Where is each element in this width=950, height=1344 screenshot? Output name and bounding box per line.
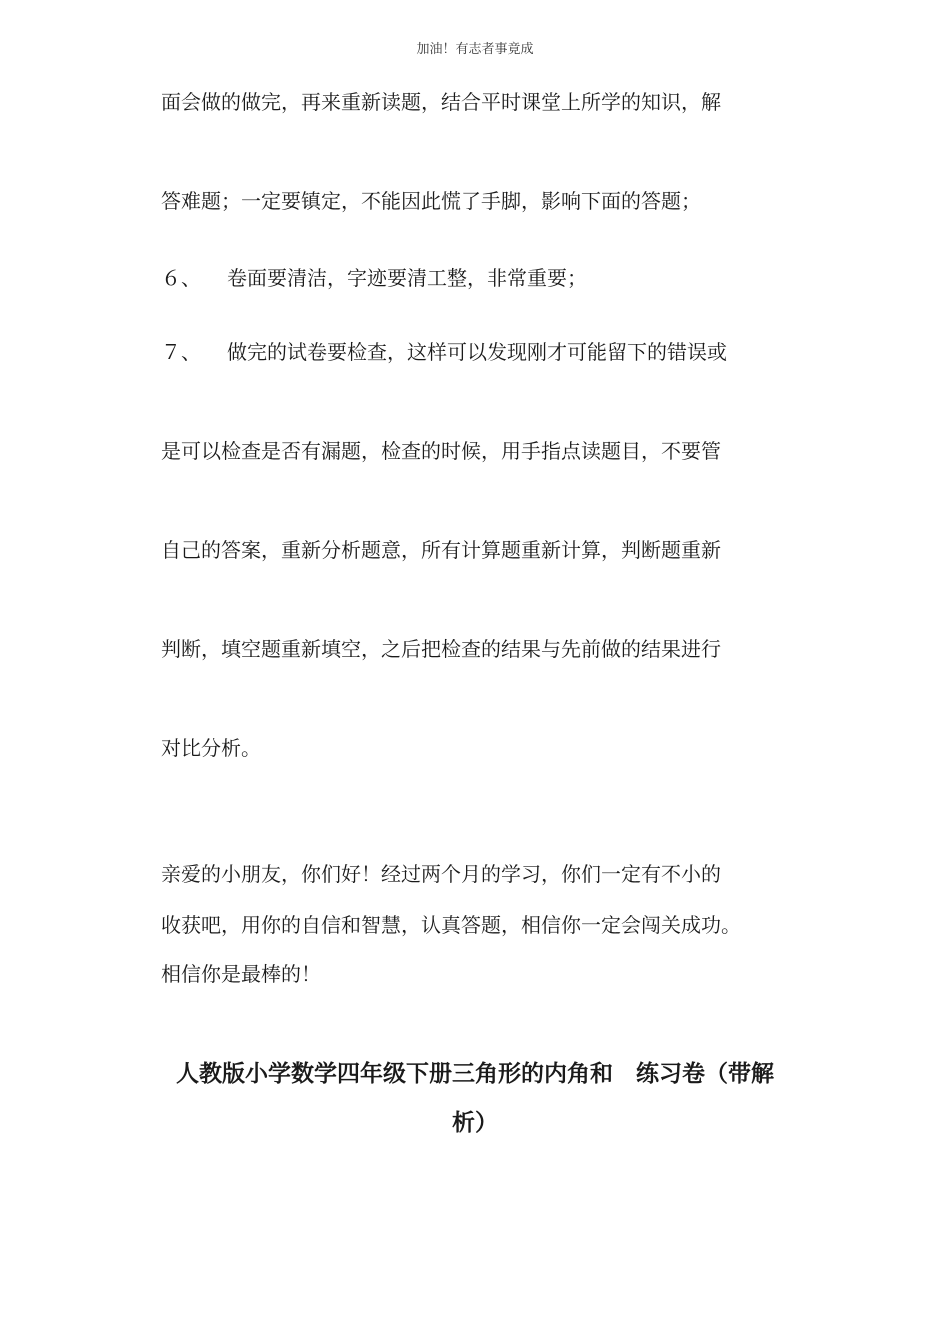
- intro-line: 相信你是最棒的！: [161, 962, 321, 986]
- document-title-line-2: 析）: [452, 1110, 498, 1136]
- page-header: 加油！有志者事竟成: [416, 42, 534, 57]
- list-item-text: 卷面要清洁，字迹要清工整，非常重要；: [227, 266, 587, 290]
- document-title-line-1: 人教版小学数学四年级下册三角形的内角和 练习卷（带解: [176, 1061, 774, 1087]
- paragraph-line: 答难题；一定要镇定，不能因此慌了手脚，影响下面的答题；: [161, 189, 701, 213]
- paragraph-line: 判断，填空题重新填空，之后把检查的结果与先前做的结果进行: [161, 637, 721, 661]
- intro-line: 亲爱的小朋友，你们好！经过两个月的学习，你们一定有不小的: [161, 862, 721, 886]
- intro-line: 收获吧，用你的自信和智慧，认真答题，相信你一定会闯关成功。: [161, 913, 741, 937]
- list-item-number: ７、: [161, 340, 201, 364]
- paragraph-line: 是可以检查是否有漏题，检查的时候，用手指点读题目，不要管: [161, 439, 721, 463]
- list-item-number: ６、: [161, 266, 201, 290]
- list-item-6: [161, 264, 587, 292]
- paragraph-line: 自己的答案，重新分析题意，所有计算题重新计算，判断题重新: [161, 538, 721, 562]
- list-item-7: [161, 338, 727, 366]
- paragraph-line: 对比分析。: [161, 736, 261, 760]
- paragraph-line: 面会做的做完，再来重新读题，结合平时课堂上所学的知识，解: [161, 90, 721, 114]
- list-item-text: 做完的试卷要检查，这样可以发现刚才可能留下的错误或: [227, 340, 727, 364]
